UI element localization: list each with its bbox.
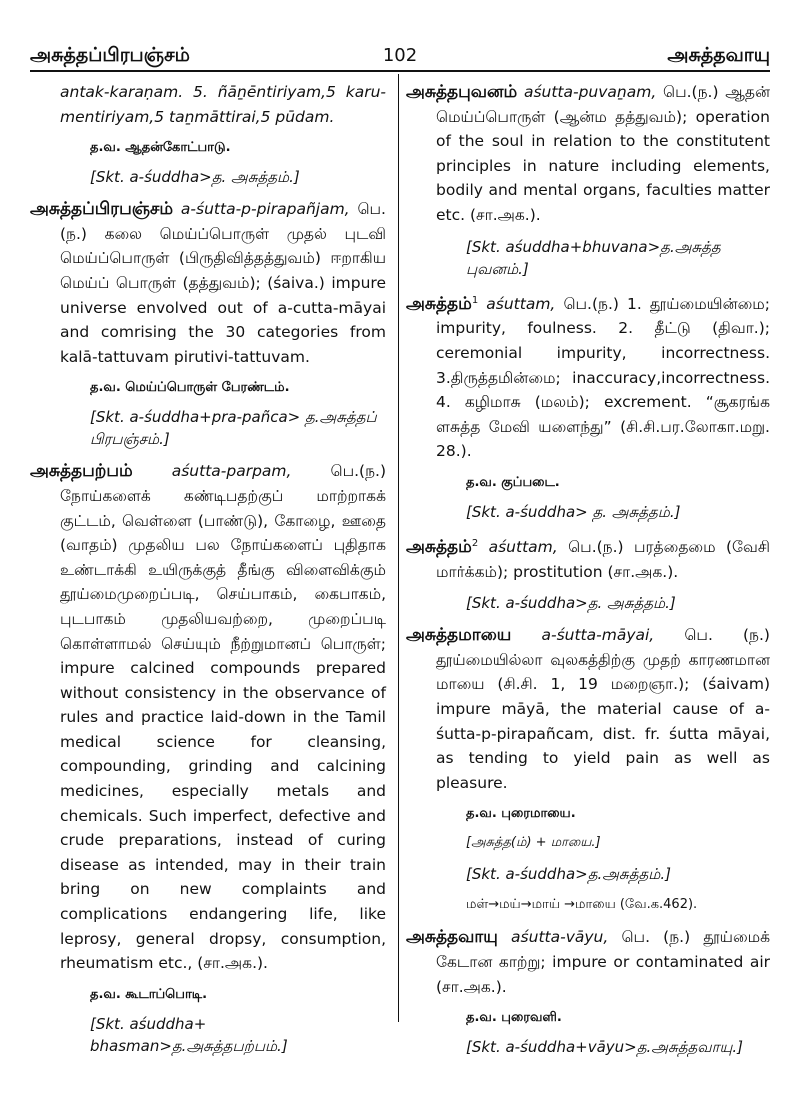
tamil-equivalent: த.வ. புரைவளி. — [466, 1010, 562, 1026]
etymology: [அசுத்த(ம்) + மாயை.] — [466, 835, 601, 851]
transliteration: a-śutta-māyai, — [541, 626, 655, 645]
headword: அசுத்தவாயு — [406, 927, 498, 948]
etymology: [Skt. a-śuddha>த. அசுத்தம்.] — [466, 594, 676, 613]
right-column — [406, 80, 770, 1067]
etymology: [Skt. a-śuddha> த. அசுத்தம்.] — [466, 502, 681, 521]
transliteration: aśutta-parpam, — [171, 462, 292, 481]
homonym-number: 2 — [471, 537, 479, 549]
transliteration: aśutta-vāyu, — [511, 928, 609, 947]
header-right-guide-word: அசுத்தவாயு — [667, 44, 770, 66]
definition: பெ.(ந.) நோய்களைக் கண்டிபதற்குப் மாற்றாகக் குட்டம், வெள்ளை (பாண்டு), கோழை, ஊதை (வாதம்) முதலிய பல நோய்களைப் புதிதாக உண்டாக்கி உயிருக்குத் தீங்கு விளைவிக்கும் தூய்மைமுறைப்படி, செய்பாகம், கைபாகம், புடபாகம் முதலியவற்றை, முறைப்படி கொள்ளாமல் செய்யும் நீற்றுமானப் பொருள்; impure calcined compounds prepared without consistency in the observance of rules and practice laid-down in the Tamil medical science for cleansing, compounding, grinding and calcining medicines, especially metals and chemicals. Such imperfect, defective and crude preparations, instead of curing disease as intended, may in their train bring on new complaints and complications endangering life, like leprosy, general dropsy, consumption, rheumatism etc., (சா.அக.). — [60, 462, 386, 973]
etymology: [Skt. aśuddha+bhuvana>த.அசுத்த புவனம்.] — [466, 237, 721, 278]
definition: பெ.(ந.) ஆதன் மெய்ப்பொருள் (ஆன்ம தத்துவம்); operation of the soul in relation to the constitutent principles in nature including elements, bodily and mental organs, faculties matter etc. (சா.அக.). — [436, 83, 770, 224]
headword: அசுத்தபற்பம் — [30, 461, 133, 482]
header-left-guide-word: அசுத்தப்பிரபஞ்சம் — [30, 44, 190, 66]
headword: அசுத்தமாயை — [406, 625, 512, 646]
page-header — [30, 40, 770, 70]
column-divider — [398, 74, 399, 1022]
etymology: [Skt. a-śuddha+pra-pañca> த.அசுத்தப் பிரபஞ்சம்.] — [90, 408, 377, 449]
definition: பெ. (ந.) தூய்மைக் கேடான காற்று; impure or contaminated air (சா.அக.). — [436, 928, 770, 996]
dictionary-entry — [406, 80, 770, 228]
homonym-number: 1 — [471, 294, 479, 306]
definition: பெ.(ந.) கலை மெய்ப்பொருள் முதல் புடவி மெய்ப்பொருள் (பிருதிவித்தத்துவம்) ஈறாகிய மெய்ப் பொருள் (தத்துவம்); (śaiva.) impure universe envolved out of a-cutta-māyai and comrising the 30 categories from kalā-tattuvam pirutivi-tattuvam. — [60, 200, 386, 366]
tamil-equivalent: த.வ. குப்படை. — [466, 474, 560, 490]
definition: பெ. (ந.) தூய்மையில்லா வுலகத்திற்கு முதற் காரணமான மாயை (சி.சி. 1, 19 மறைஞா.); (śaivam) impure māyā, the material cause of a-śutta-p-pirapañcam, dist. fr. śutta māyai, as tending to yield pain as well as pleasure. — [436, 626, 770, 792]
dictionary-entry — [406, 925, 770, 999]
etymology-derivation: மள்→மய்→மாய் →மாயை (வே.க.462). — [466, 897, 698, 913]
continued-entry-text: antak-karaṇam. 5. ñāṉēntiriyam,5 karu-mentiriyam,5 taṉmāttirai,5 pūdam. — [60, 83, 386, 126]
left-column — [30, 80, 386, 1066]
transliteration: aśuttam, — [488, 538, 558, 557]
headword: அசுத்தபுவனம் — [406, 82, 518, 102]
page-number: 102 — [382, 45, 418, 66]
etymology: [Skt. a-śuddha+vāyu>த.அசுத்தவாயு.] — [466, 1038, 743, 1057]
dictionary-entry — [30, 197, 386, 369]
transliteration: a-śutta-p-pirapañjam, — [180, 200, 350, 219]
etymology: [Skt. a-śuddha>த. அசுத்தம்.] — [90, 168, 300, 187]
definition: பெ.(ந.) 1. தூய்மையின்மை; impurity, foulness. 2. தீட்டு (திவா.); ceremonial impurity, incorrectness. 3.திருத்தமின்மை; inaccuracy,incorrectness. 4. கழிமாசு (மலம்); excrement. “சூகரங்க ளசுத்த மேவி யளைந்து” (சி.சி.பர.லோகா.மறு. 28.). — [436, 294, 770, 461]
transliteration: aśutta-puvaṉam, — [523, 83, 657, 101]
headword: அசுத்தம் — [406, 537, 472, 558]
headword: அசுத்தம் — [406, 293, 472, 314]
dictionary-entry — [30, 459, 386, 975]
etymology: [Skt. aśuddha+ bhasman>த.அசுத்தபற்பம்.] — [90, 1014, 288, 1055]
etymology: [Skt. a-śuddha>த.அசுத்தம்.] — [466, 865, 671, 884]
tamil-equivalent: த.வ. மெய்ப்பொருள் பேரண்டம். — [90, 380, 290, 396]
transliteration: aśuttam, — [486, 294, 556, 313]
tamil-equivalent: த.வ. ஆதன்கோட்பாடு. — [90, 140, 231, 156]
headword: அசுத்தப்பிரபஞ்சம் — [30, 199, 174, 220]
dictionary-entry — [406, 532, 770, 584]
header-rule — [30, 70, 770, 72]
dictionary-entry — [406, 623, 770, 795]
tamil-equivalent: த.வ. புரைமாயை. — [466, 806, 576, 822]
definition: பெ.(ந.) பரத்தைமை (வேசி மார்க்கம்); prostitution (சா.அக.). — [436, 538, 770, 581]
tamil-equivalent: த.வ. கூடாப்பொடி. — [90, 986, 208, 1002]
dictionary-entry — [406, 289, 770, 464]
